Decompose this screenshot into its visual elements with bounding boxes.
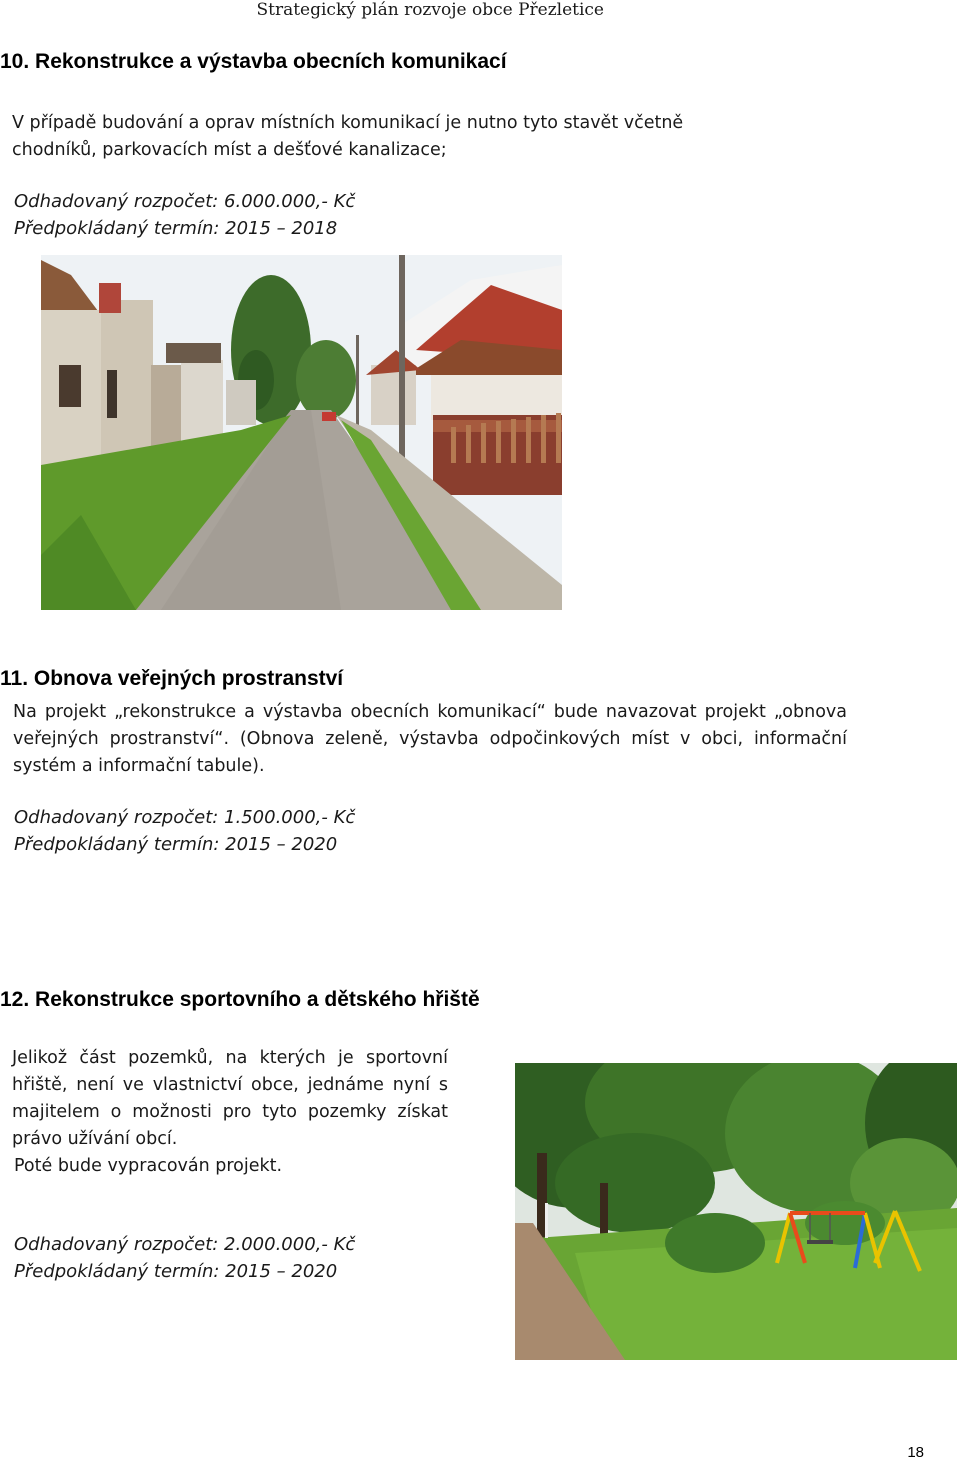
section-11-paragraph: Na projekt „rekonstrukce a výstavba obecních komunikací“ bude navazovat projekt „obnova veřejných prostranství“. (Obnova zeleně, výstavba odpočinkových míst v obci, informační systém a informační tabule). — [13, 702, 847, 776]
section-12-paragraph-2: Poté bude vypracován projekt. — [14, 1156, 283, 1176]
section-12-term: Předpokládaný termín: 2015 – 2020 — [14, 1261, 338, 1282]
street-photo — [41, 255, 562, 610]
section-11-title: 11. Obnova veřejných prostranství — [0, 667, 344, 690]
section-10-line-1: V případě budování a oprav místních komunikací je nutno tyto stavět včetně — [12, 113, 684, 133]
section-12-title: 12. Rekonstrukce sportovního a dětského hřiště — [0, 988, 480, 1011]
page-number: 18 — [907, 1444, 924, 1461]
section-10-term: Předpokládaný termín: 2015 – 2018 — [14, 218, 338, 239]
playground-photo — [515, 1063, 957, 1360]
section-10-title: 10. Rekonstrukce a výstavba obecních komunikací — [0, 50, 507, 73]
section-11-budget: Odhadovaný rozpočet: 1.500.000,- Kč — [14, 807, 356, 828]
section-10-budget: Odhadovaný rozpočet: 6.000.000,- Kč — [14, 191, 356, 212]
section-10-line-2: chodníků, parkovacích míst a dešťové kanalizace; — [12, 140, 447, 160]
running-header: Strategický plán rozvoje obce Přezletice — [256, 0, 604, 20]
section-11-term: Předpokládaný termín: 2015 – 2020 — [14, 834, 338, 855]
section-12-paragraph: Jelikož část pozemků, na kterých je sportovní hřiště, není ve vlastnictví obce, jednáme nyní s majitelem o možnosti pro tyto pozemky získat právo užívání obcí. — [12, 1048, 448, 1149]
section-12-budget: Odhadovaný rozpočet: 2.000.000,- Kč — [14, 1234, 356, 1255]
